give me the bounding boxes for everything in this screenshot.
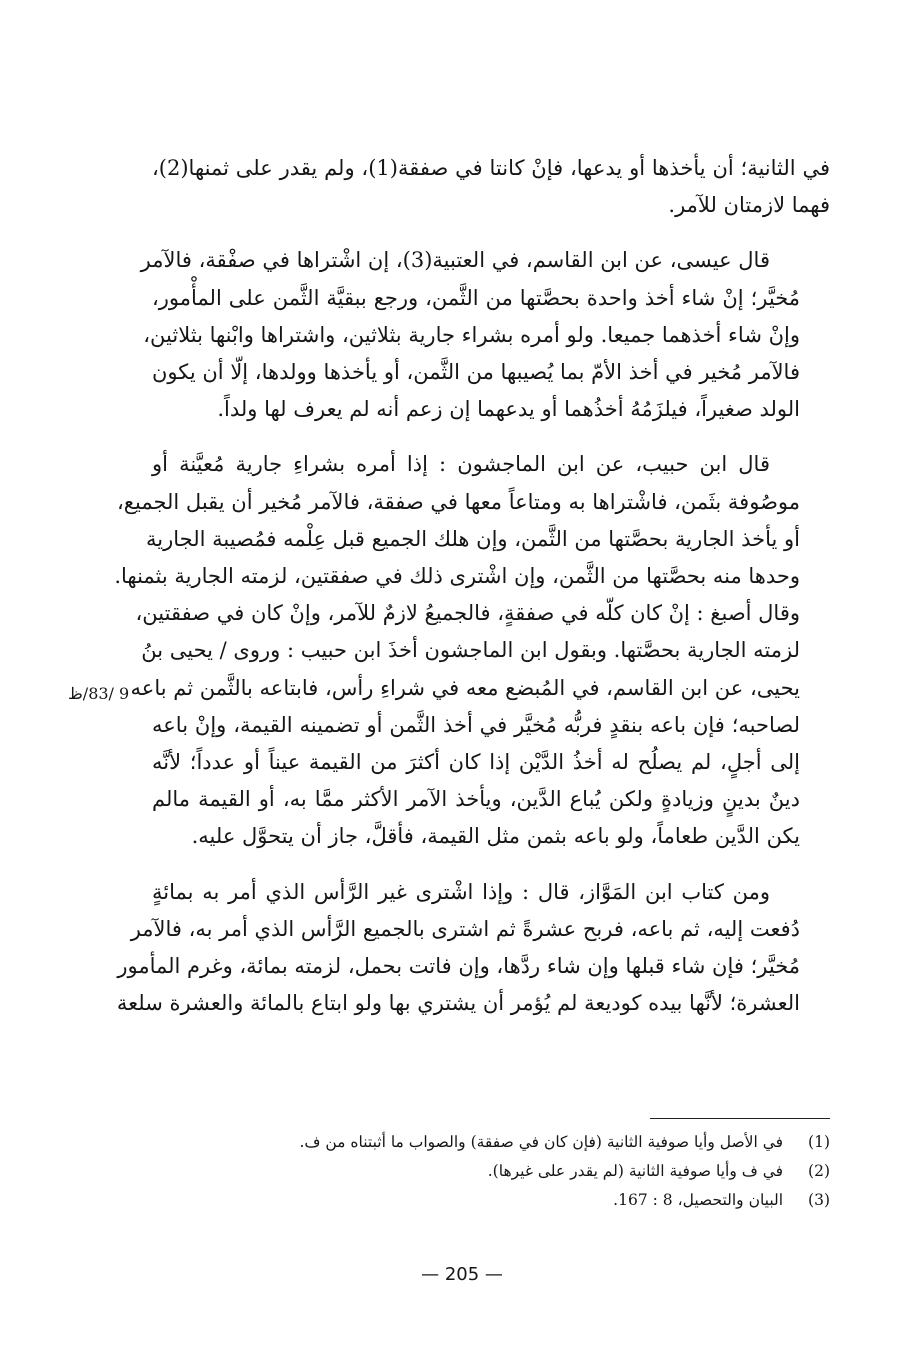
text-line: أو يأخذ الجارية بحصَّتها من الثَّمن، وإن هلك الجميع قبل عِلْمه فمُصيبة الجارية <box>146 526 800 551</box>
text-line: الولد صغيراً، فيلزَمُهُ أخذُهما أو يدعهما إن زعم أنه لم يعرف لها ولداً. <box>217 397 800 422</box>
text-line: العشرة؛ لأنَّها بيده كوديعة لم يُؤمر أن يشتري بها ولو ابتاع بالمائة والعشرة سلعة <box>116 991 800 1016</box>
footnote-number: (2) <box>808 1162 830 1180</box>
text-line: دُفعت إليه، ثم باعه، فربح عشرةً ثم اشترى بالجميع الرَّأس الذي أمر به، فالآمر <box>130 916 800 941</box>
text-line: ومن كتاب ابن المَوَّاز، قال : وإذا اشْترى غير الرَّأس الذي أمر به بمائةٍ <box>152 879 770 904</box>
footnote-item <box>300 1128 830 1157</box>
paragraph-3 <box>114 446 830 855</box>
footnote-item <box>300 1157 830 1186</box>
text-line: موصُوفة بثَمن، فاشْتراها به ومتاعاً معها في صفقة، فالآمر مُخير أن يقبل الجميع، <box>117 489 800 514</box>
manuscript-folio-note: 9 /83/ظ <box>68 684 130 703</box>
footnote-number: (3) <box>808 1191 830 1209</box>
footnote-text: في الأصل وأيا صوفية الثانية (فإن كان في صفقة) والصواب ما أثبتناه من ف. <box>299 1133 784 1151</box>
page-number: — 205 — <box>421 1264 503 1285</box>
footnote-divider <box>650 1118 830 1119</box>
text-line: يحيى، عن ابن القاسم، في المُبضع معه في شراءِ رأس، فابتاعه بالثَّمن ثم باعه <box>130 675 800 700</box>
text-line: لصاحبه؛ فإن باعه بنقدٍ فربُّه مُخيَّر في أخذ الثَّمن أو تضمينه القيمة، وإنْ باعه <box>152 712 800 737</box>
text-line: مُخيَّر؛ فإن شاء قبلها وإن شاء ردَّها، وإن فاتت بحمل، لزمته بمائة، وغرم المأمور <box>117 954 800 979</box>
text-line: دينٌ بدينٍ وزيادةٍ ولكن يُباع الدَّين، ويأخذ الآمر الأكثر ممَّا به، أو القيمة مالم <box>152 787 800 812</box>
footnotes <box>300 1128 830 1215</box>
text-line: فهما لازمتان للآمر. <box>668 193 830 218</box>
footnote-text: في ف وأيا صوفية الثانية (لم يقدر على غيرها). <box>487 1162 784 1180</box>
footnote-item <box>300 1186 830 1215</box>
text-line: قال ابن حبيب، عن ابن الماجشون : إذا أمره بشراءِ جارية مُعيَّنة أو <box>152 452 770 477</box>
text-line: إلى أجلٍ، لم يصلُح له أخذُ الدَّيْن إذا كان أكثرَ من القيمة عيناً أو عدداً؛ لأنَّه <box>152 750 800 775</box>
text-line: وحدها منه بحصَّتها من الثَّمن، وإن اشْترى ذلك في صفقتين، لزمته الجارية بثمنها. <box>114 564 800 589</box>
text-line: فالآمر مُخير في أخذ الأمّ بما يُصيبها من الثَّمن، أو يأخذها وولدها، إلّا أن يكون <box>152 360 800 385</box>
main-text <box>114 150 830 1040</box>
paragraph-1 <box>152 150 830 224</box>
text-line: وقال أصبغ : إنْ كان كلّه في صفقةٍ، فالجميعُ لازمٌ للآمر، وإنْ كان في صفقتين، <box>135 601 800 626</box>
paragraph-4 <box>116 874 830 1023</box>
footnote-text: البيان والتحصيل، 8 : 167. <box>613 1191 784 1209</box>
text-line: مُخيَّر؛ إنْ شاء أخذ واحدة بحصَّتها من الثَّمن، ورجع ببقيَّة الثَّمن على المأْمور، <box>152 285 800 310</box>
paragraph-2 <box>140 242 830 428</box>
footnote-number: (1) <box>808 1133 830 1151</box>
text-line: في الثانية؛ أن يأخذها أو يدعها، فإنْ كانتا في صفقة(1)، ولم يقدر على ثمنها(2)، <box>152 156 830 180</box>
text-line: يكن الدَّين طعاماً، ولو باعه بثمن مثل القيمة، فأقلَّ، جاز أن يتحوَّل عليه. <box>191 824 800 849</box>
text-line: قال عيسى، عن ابن القاسم، في العتبية(3)، إن اشْتراها في صفْقة، فالآمر <box>140 248 770 273</box>
text-line: لزمته الجارية بحصَّتها. وبقول ابن الماجشون أخذَ ابن حبيب : وروى / يحيى بنُ <box>141 638 800 663</box>
text-line: وإنْ شاء أخذهما جميعا. ولو أمره بشراء جارية بثلاثين، واشتراها وابْنها بثلاثين، <box>143 322 800 347</box>
